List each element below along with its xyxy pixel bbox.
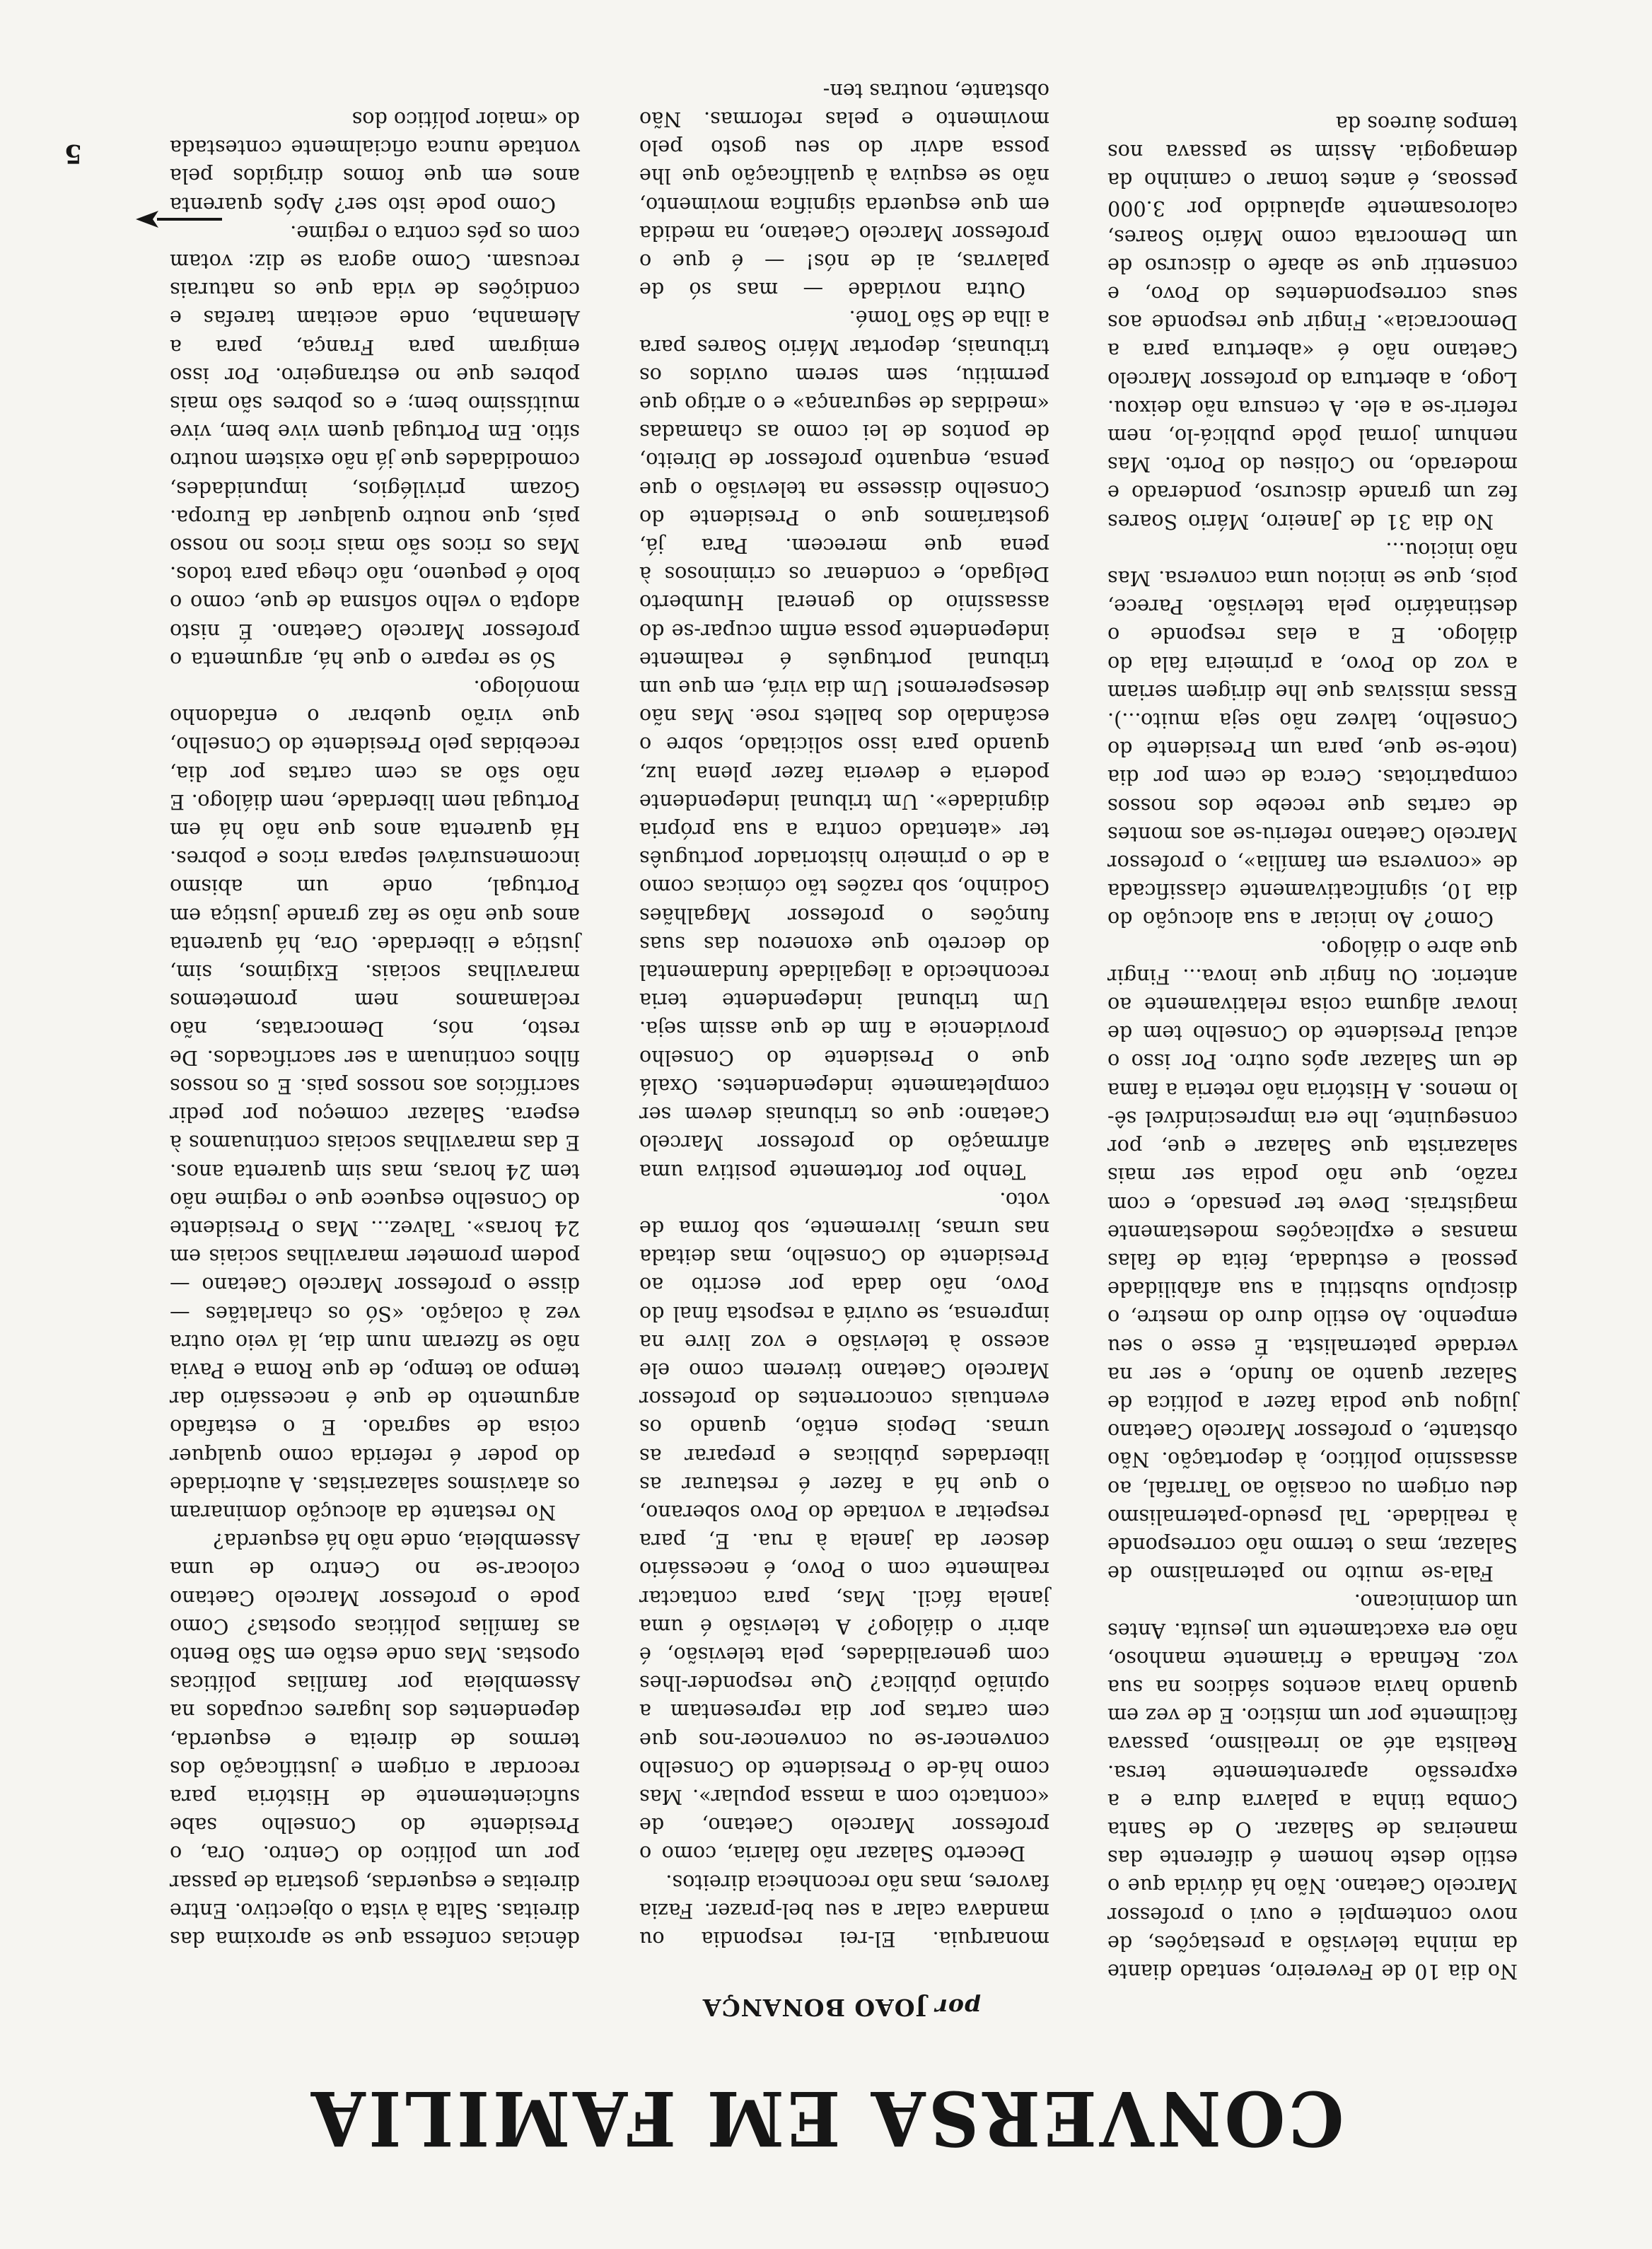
paragraph: dências confessa que se aproxima das direitas. Salta à vista o objectivo. Entre direitas e esquerdas, gostaria de passar por um político do Centro. Ora, o Presidente do Conselho sabe suficientemente de História para recordar a origem e justificação dos termos de direita e esquerda, dependentes dos lugares ocupados na Assembleia por famílias políticas opostas. Mas onde estão em São Bento as famílias políticas opostas? Como pode o professor Marcelo Caetano colocar-se no Centro de uma Assembleia, onde não há esquerda?: [169, 1529, 580, 1951]
paragraph: Como? Ao iniciar a sua alocução do dia 10, significativamente classificada de «conversa em família», o professor Marcelo Caetano referiu-se aos montes de cartas que recebe dos nossos compatriotas. Cerca de cem por dia (note-se que, para um Presidente do Conselho, talvez não seja muito...). Essas missivas que lhe dirigem seriam a voz do Povo, a primeira fala do diálogo. E a elas responde o destinatário pela televisão. Parece, pois, que se iniciou uma conversa. Mas não iniciou...: [1107, 537, 1518, 932]
page-number: 5: [64, 139, 82, 168]
paragraph: No dia 31 de Janeiro, Mário Soares fez um grande discurso, ponderado e moderado, no Coliseu do Porto. Mas nenhum jornal pôde publicá-lo, nem referir-se a ele. A censura não deixou. Logo, a abertura do professor Marcelo Caetano não é «abertura para a Democracia». Fingir que responde aos seus correspondentes do Povo, e consentir que se abafe o discurso de um Democrata como Mário Soares, calorosamente aplaudido por 3.000 pessoas, é antes tomar o caminho da demagogia. Assim se passava nos tempos áureos da: [1107, 111, 1518, 534]
paragraph: Tenho por fortemente positiva uma afirmação do professor Marcelo Caetano: que os tribunais devem ser completamente independentes. Oxalá que o Presidente do Conselho providencie a fim de que assim seja. Um tribunal independente teria reconhecido a ilegalidade fundamental do decreto que exonerou das suas funções o professor Magalhães Godinho, sob razões tão cómicas como a de o primeiro historiador português ter «atentado contra a sua própria dignidade». Um tribunal independente poderia e deveria fazer plena luz, quando para isso solicitado, sobre o escândalo dos ballets rose. Mas não desesperemos! Um dia virá, em que um tribunal português é realmente independente possa enfim ocupar-se do assassínio do general Humberto Delgado, e condenar os criminosos à pena que merecem. Para já, gostaríamos que o Presidente do Conselho dissesse na televisão o que pensa, enquanto professor de Direito, de pontos de lei como as chamadas «medidas de segurança» e o artigo que permitiu, sem serem ouvidos os tribunais, deportar Mário Soares para a ilha de São Tomé.: [639, 306, 1049, 1184]
byline: [636, 1994, 1047, 2021]
byline-prefix: por: [934, 1994, 982, 2021]
arrow-right-icon: [133, 205, 225, 233]
article-title: CONVERSA EM FAMILIA: [308, 2074, 1344, 2163]
paragraph: No restante da alocução dominaram os atavismos salazaristas. A autoridade do poder é referida como qualquer coisa de sagrado. E o estafado argumento de que é necessário dar tempo ao tempo, de que Roma e Pavia não se fizeram num dia, lá veio outra vez à colação. «Só os charlatães — disse o professor Marcelo Caetano — podem prometer maravilhas sociais em 24 horas». Talvez... Mas o Presidente do Conselho esquece que o regime não tem 24 horas, mas sim quarenta anos. E das maravilhas sociais continuamos à espera. Salazar começou por pedir sacrifícios aos nossos pais. E os nossos filhos continuam a ser sacrificados. De resto, nós, Democratas, não reclamamos nem prometemos maravilhas sociais. Exigimos, sim, justiça e liberdade. Ora, há quarenta anos que não se faz grande justiça em Portugal, onde um abismo incomensurável separa ricos e pobres. Há quarenta anos que não há em Portugal nem liberdade, nem diálogo. E não são as cem cartas por dia, recebidas pelo Presidente do Conselho, que virão quebrar o enfadonho monólogo.: [170, 676, 580, 1525]
paragraph: Outra novidade — mas só de palavras, ai de nós! — é que o professor Marcelo Caetano, na medida em que esquerda significa movimento, não se esquiva à qualificação que lhe possa advir do seu gosto pelo movimento e pelas reformas. Não obstante, noutras ten-: [639, 79, 1049, 303]
paragraph: Só se repare o que há, argumenta o professor Marcelo Caetano. É nisto adopta o velho sofisma de que, como o bolo é pequeno, não chega para todos. Mas os ricos são mais ricos no nosso país, que noutro qualquer da Europa. Gozam privilégios, impunidades, comodidades que já não existem noutro sítio. Em Portugal quem vive bem, vive muitíssimo bem; e os pobres são mais pobres que no estrangeiro. Por isso emigram para França, para a Alemanha, onde aceitam tarefas e condições de vida que os naturais recusam. Como agora se diz: votam com os pés contra o regime.: [170, 221, 580, 672]
paragraph: Como pode isto ser? Após quarenta anos em que fomos dirigidos pela vontade nunca oficialmente contestada do «maior político dos: [170, 107, 580, 217]
text-column-2: [639, 79, 1049, 1953]
text-column-1: [1107, 111, 1518, 1986]
text-column-3: [169, 107, 580, 1953]
paragraph: Decerto Salazar não falaria, como o professor Marcelo Caetano, de «contacto com a massa popular». Mas como há-de o Presidente do Conselho convencer-se ou convencer-nos que cem cartas por dia representam a opinião pública? Que responder-lhes com generalidades, pela televisão, é abrir o diálogo? A televisão é uma janela fácil. Mas, para contactar realmente com o Povo, é necessário descer da janela à rua. E, para respeitar a vontade do Povo soberano, o que há a fazer é restaurar as liberdades públicas e preparar as urnas. Depois então, quando os eventuais concorrentes do professor Marcelo Caetano tiverem como ele acesso à televisão e voz livre na imprensa, se ouvirá a resposta final do Povo, não dada por escrito ao Presidente do Conselho, mas deitada nas urnas, livremente, sob forma de voto.: [639, 1187, 1049, 1866]
paragraph: Fala-se muito no paternalismo de Salazar, mas o termo não corresponde à realidade. Tal pseudo-paternalismo deu origem ou ocasião ao Tarrafal, ao assassínio político, à deportação. Não obstante, o professor Marcelo Caetano julgou que podia fazer a política de Salazar quanto ao fundo, e ser na verdade paternalista. É esse o seu empenho. Ao estilo duro do mestre, o discípulo substitui a sua afabilidade pessoal e estudada, feita de falas mansas e explicações modestamente magistrais. Deve ter pensado, e com razão, que não podia ser mais salazarista que Salazar e que, por conseguinte, lhe era imprescindível sê-lo menos. A História não reteria a fama de um Salazar após outro. Por isso o actual Presidente do Conselho tem de inovar alguma coisa relativamente ao anterior. Ou fingir que inova... Fingir que abre o diálogo.: [1107, 936, 1518, 1586]
paragraph: monarquia. El-rei respondia ou mandava calar a seu bel-prazer. Fazia favores, mas não reconhecia direitos.: [639, 1870, 1049, 1951]
author-name: JOAO BONANÇA: [702, 1994, 927, 2021]
paragraph: No dia 10 de Fevereiro, sentado diante da minha televisão a prestações, de novo contemplei e ouvi o professor Marcelo Caetano. Não há dúvida que o estilo deste homem é diferente das maneiras de Salazar. O de Santa Comba tinha a palavra dura e a expressão aparentemente tersa. Realista até ao irrealismo, passava fàcilmente por um místico. E de vez em quando havia acentos sádicos na sua voz. Refinada e friamente manhoso, não era exactamente um jesuíta. Antes um dominicano.: [1107, 1590, 1518, 1984]
